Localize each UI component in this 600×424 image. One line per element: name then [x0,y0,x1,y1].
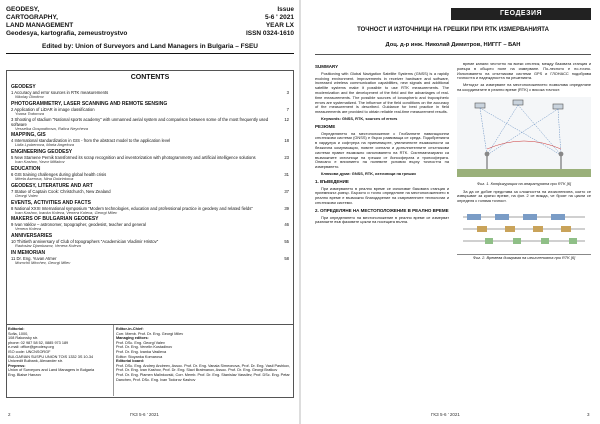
contents-entry-page: 37 [284,188,289,194]
contents-section-heading: EVENTS, ACTIVITIES AND FACTS [11,199,91,206]
colophon-board [114,325,294,396]
colophon-line: Prof. DSc. Eng. Andrey Andreev, Assoc. Prof. Dr. Eng. Vanaia Simeonova, Prof. Dr. Eng. Vasil Pashkov, Prof. Dr. Eng. Ivan Kashov, Prof. Dr. Eng. Slavi Bratmanov, Assoc. Prof. Dr. Eng. Georgi Bratkov [116,363,290,373]
intro-text: При измерването в реално време се използват базовата станция и приемникът-ровър. Бързото и точно определяне на местоположението в реално време е възможно благодарение на съвременните технологии и спътникови системи. [315,185,449,205]
contents-entry-page: 58 [284,255,289,261]
colophon-line: Editorial: [8,327,25,331]
contents-list [11,84,289,266]
figure-1-caption: Фиг. 1. Конфигурация на апаратурата при RTK [6] [476,180,572,186]
right-page [301,0,600,424]
summary-text: Positioning with Global Navigation Satellite Systems (GNSS) is a rapidly evolving environment. Improvements in receiver hardware and software, increased wireless communication capabilities, new signals and additional satellite systems make it possible to use RTK measurements. The modernization and the development of the field and the advantages of real-time measurements. The possible sources of ionospheric and tropospheric errors are systematized. The influence of the field conditions on the accuracy of the measurement is described. Guidance for best practice in field measurements are provided to obtain reliable real-time measurement results. [315,70,449,115]
contents-section-heading: MAKERS OF BULGARIAN GEODESY [11,216,99,223]
mast-left-4: Geodesya, kartografia, zemeustroystvo [6,30,128,37]
contents-entry-title: 9 Ivan Vaklov – astronomer, topographer, geodesist, teacher and general [11,222,146,228]
figure-1-rtk-configuration [457,97,591,181]
title-rule [315,54,591,55]
contents-entry[interactable] [11,222,289,227]
colophon-line: Corr. Memb. Prof. Dr. Eng. Georgi Milev [116,331,184,336]
rezume-text: Определянето на местоположение с Глобалните навигационни спътникови системи (GNSS) е бързо развиваща се среда. Подобренията в хардуера и софтуера на приемниците, увеличените възможности за безжична комуникация, новите сигнали и допълнителните спътникови системи правят възможно използването на RTK. Систематизирани са възможните източници на грешки от йоносферата и тропосферата. Описано е влиянието на полевите условия върху точността на измерването. [315,130,449,170]
article-column-2 [457,62,591,264]
contents-entry-page: 31 [284,171,289,177]
contents-entry-title: 5 New Stamene Pernik transformed its scrap recognition and inventorization with photogrammetry and artificial intelligence solutions [11,155,256,161]
mast-left-2: CARTOGRAPHY, [6,14,58,21]
mast-left-3: LAND MANAGEMENT [6,22,74,29]
col2-paragraph-2: Методът за измерване на местоположението позволява определяне на координатите в реално време (RTK) с висока точност. [457,82,591,92]
intro-heading: 1. ВЪВЕДЕНИЕ [315,178,349,184]
right-page-number: 3 [587,412,590,417]
colophon-line: Prepress: [8,363,26,368]
contents-section-heading: PHOTOGRAMMETRY, LASER SCANNING AND REMOTE SENSING [11,100,168,107]
contents-section-heading: MAPPING, GIS [11,132,46,139]
colophon-line: Prof. Dr. Eng. Plamen Malinkovski, Corr. Memb. Prof. Dr. Eng. Stanislav Vassilev, Prof. DSc. Eng. Petar Danchev, Prof. DSc. Eng. Ivan Todorov Kashov [116,372,290,382]
mast-right-4: ISSN 0324-1610 [245,30,294,37]
colophon-line: Prof. Dr. Eng. Ivanka Vasileva [116,349,167,354]
contents-title: CONTENTS [130,74,170,81]
mast-right-2: 5-6 ' 2021 [264,14,294,21]
colophon-line: e-mail: office@geodesy.org [8,345,54,350]
colophon-line: Union of Surveyors and Land Managers in Bulgaria [8,368,95,373]
colophon-line: Prof. Dr. Eng. Venelin Kostadinov [116,345,173,350]
contents-entry-title: 1 Accuracy and error sources in RTK measurements [11,90,109,95]
contents-entry-page: 55 [284,239,289,245]
contents-section-heading: GEODESY [11,84,36,90]
contents-entry-authors: Yoana Todorova [15,110,44,116]
col2-paragraph-3: За да се добие представа за сложността на изчисленията, които се извършват за кратко време, на фиг. 2 се вижда, че броят на цикли се определя с голяма точност. [457,188,591,204]
contents-entry-title: 2 Application of LiDAR in image classification [11,106,95,112]
colophon-line: Editorial board: [116,359,145,364]
colophon-line: Editor-in-Chief: [116,327,144,331]
rezume-heading: РЕЗЮМЕ [315,123,336,129]
left-page-number: 2 [8,412,11,417]
contents-entry[interactable] [11,107,289,112]
contents-section-heading: EDUCATION [11,165,41,172]
masthead-rule [6,53,294,54]
col2-paragraph-1: време канали честотно на всеки спътник, между базовата станция и ровъра в общото поле на измерване. По-лесното е по-точно. Използването на спътникови системи GPS и ГЛОНАСС подобрява точността и надеждността на решенията. [457,61,591,81]
section2-text: При определянето на местоположение в реално време се измерват разликите във фазовите цикли на носещата вълна. [315,214,449,225]
contents-entry[interactable] [11,90,289,95]
contents-entry-page: 23 [284,155,289,161]
summary-heading: SUMMARY [315,64,339,69]
colophon-line: Prof. DSc. Eng. Georgi Valev [116,340,165,345]
contents-entry-title: 11 Dr. Eng. Yuvan Atmer [11,255,57,261]
right-footer-issue: ГКЗ 5-6 ' 2021 [431,412,460,417]
contents-entry-title: 7 Statue of Captain Cook: Christchurch, New Zealand [11,188,111,194]
contents-entry-page: 39 [284,205,289,211]
contents-entry-authors: Mirela Aserova, Nina Dobrinkova [15,175,74,181]
left-footer-issue: ГКЗ 5-6 ' 2021 [130,412,159,417]
contents-entry-title: 3 Shooting of stadium "National sports academy" with unmanned aerial system and comparison between some of the most frequently used software [11,116,269,127]
figure-2-timing-diagram [457,207,591,255]
colophon-line: Unicredit Bulbank, Alexander str. [8,359,63,364]
contents-entry-authors: Lidia Lyubenova, Maria Angelova [15,142,74,148]
contents-entry-authors: Georgi Valev [15,192,38,198]
rover-antenna-icon [559,151,564,156]
article-title: ТОЧНОСТ И ИЗТОЧНИЦИ НА ГРЕШКИ ПРИ RTK ИЗМЕРВАНИЯТА [357,27,549,33]
colophon [6,324,294,396]
section2-heading: 2. ОПРЕДЕЛЯНЕ НА МЕСТОПОЛОЖЕНИЕ В РЕАЛНО ВРЕМЕ [315,207,449,213]
figure-2-caption: Фиг. 2. Времева диаграма на изчисленията при RTK [6] [472,254,576,260]
contents-section-heading: ENGINEERING GEODESY [11,149,73,156]
edited-by: Edited by: Union of Surveyors and Land Managers in Bulgaria – FSEU [42,43,258,50]
base-antenna-icon [485,151,490,156]
contents-entry-authors: Ivan Kashov, Yavor Miliakov [15,159,65,165]
colophon-line: phone: 02 987 58 52, 0885 973 189 [8,340,69,345]
mast-right-3: YEAR LX [265,22,294,29]
contents-entry-page: 7 [286,106,289,112]
contents-entry-authors: Vesselka Gospodinova, Ralica Neycheva [15,125,89,131]
contents-entry-page: 18 [284,138,289,144]
satellite-icon [513,100,523,105]
colophon-line: Editor: Stoyanka Komarova [116,354,163,359]
keywords-bg: Ключови думи: GNSS, RTK, източници на грешки [321,170,416,176]
article-author: Доц. д-р инж. Николай Димитров, НИГГГ – БАН [385,42,521,48]
mast-right-1: Issue [277,6,294,13]
colophon-line: ISO code: UNCNSORGF [8,349,51,354]
satellite-icon [553,104,563,109]
contents-entry-title: 4 International standardization in GIS - from the abstract model to the application level [11,138,171,144]
contents-entry-page: 3 [286,90,289,95]
contents-entry-page: 46 [284,222,289,228]
colophon-editorial [6,325,114,396]
article-column-1 [315,62,449,227]
section-banner: ГЕОДЕЗИЯ [451,8,591,20]
contents-entry-authors: Nikolay Dimitrov [15,94,44,99]
contents-entry-title: 6 GIS training challenges during global health crisis [11,171,107,177]
mast-left-1: GEODESY, [6,6,40,13]
contents-section-heading: ANNIVERSARIES [11,233,53,240]
contents-entry-page: 12 [284,116,289,122]
contents-entry-authors: Venera Koleva [15,226,42,232]
colophon-line: Eng. Blaise Hanzov [8,372,42,377]
masthead [6,6,294,54]
contents-entry-authors: Ivan Kashov, Ivanka Koleva, Venera Koleva, Georgi Milev [15,209,118,215]
contents-entry-title: 8 National XXXI International symposium "Modern technologies, education and professional practice in geodesy and related fields" [11,205,253,211]
contents-entry-authors: Momchil Minchev, Georgi Milev [15,259,71,265]
colophon-line: Sofia, 1000, [8,331,29,336]
contents-section-heading: GEODESY, LITERATURE AND ART [11,182,93,189]
contents-entry-title: 10 Thirtieth anniversary of Club of topographers "Academician Vladimir Hristov" [11,239,159,245]
colophon-line: 108 Rakovsky str. [8,336,38,341]
contents-entry-authors: Radoslav Djambazov, Venera Koleva [15,243,81,249]
colophon-line: BULGARIAN SUSPU UNION TOIS 1332 3S 10-34 [8,354,94,359]
contents-section-heading: IN MEMORIAN [11,249,46,256]
satellite-icon [475,103,485,108]
figure-2-illustration [457,207,591,253]
colophon-line: Managing editors: [116,336,149,341]
figure-1-illustration [457,97,591,177]
contents-entry[interactable] [11,189,289,194]
keywords-en: Keywords: GNSS, RTK, sources of errors [321,115,398,121]
